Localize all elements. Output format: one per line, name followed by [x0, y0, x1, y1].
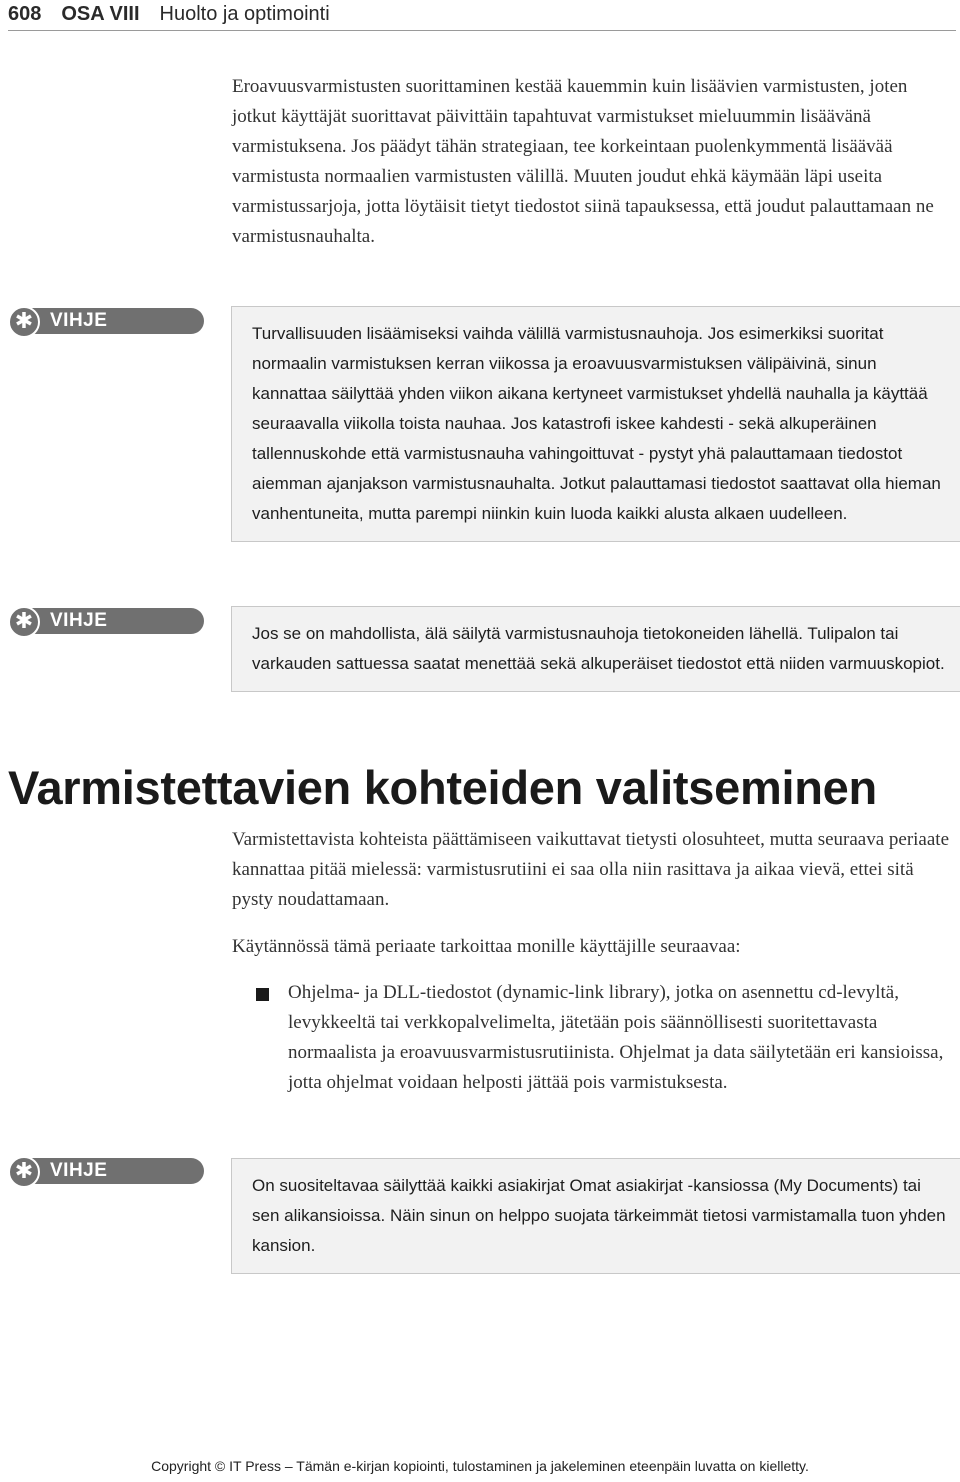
list-item [256, 978, 956, 1098]
asterisk-icon: ✱ [8, 1156, 40, 1188]
tip-box: On suositeltavaa säilyttää kaikki asiakirjat Omat asiakirjat -kansiossa (My Documents) tai sen alikansioissa. Näin sinun on helppo suojata tärkeimmät tietosi varmistamalla tuon yhden kansion. [231, 1158, 960, 1274]
tip-label: VIHJE [50, 610, 108, 631]
bullet-square-icon [256, 988, 269, 1001]
paragraph: Käytännössä tämä periaate tarkoittaa monille käyttäjille seuraavaa: [232, 936, 741, 957]
tip-badge [8, 308, 204, 334]
tip-badge [8, 1158, 204, 1184]
asterisk-icon: ✱ [8, 306, 40, 338]
part-label: OSA VIII [61, 3, 140, 25]
page-number: 608 [8, 3, 42, 25]
asterisk-icon: ✱ [8, 606, 40, 638]
section-title: Huolto ja optimointi [159, 3, 330, 25]
tip-label: VIHJE [50, 310, 108, 331]
intro-paragraph: Eroavuusvarmistusten suorittaminen kestää kauemmin kuin lisäävien varmistusten, joten jotkut käyttäjät suorittavat päivittäin tapahtuvat varmistukset mieluummin lisäävänä varmistuksena. Jos päädyt tähän strategiaan, tee korkeintaan puolenkymmentä lisäävää varmistusta normaalien varmistusten välillä. Muuten joudut ehkä käymään läpi useita varmistussarjoja, jotta löytäisit tietyt tiedostot siinä tapauksessa, että joudut palauttamaan ne varmistusnauhalta. [232, 76, 934, 247]
paragraph: Varmistettavista kohteista päättämiseen vaikuttavat tietysti olosuhteet, mutta seuraava periaate kannattaa pitää mielessä: varmistusrutiini ei saa olla niin rasittava ja aikaa vievä, ettei sitä pysty noudattamaan. [232, 829, 950, 910]
list-item-text: Ohjelma- ja DLL-tiedostot (dynamic-link library), jotka on asennettu cd-levyltä, levykkeeltä tai verkkopalvelimelta, jätetään pois säännöllisesti suoritettavasta normaalista ja eroavuusvarmistusrutiinista. Ohjelmat ja data säilytetään eri kansioissa, jotta ohjelmat voidaan helposti jättää pois varmistuksesta. [288, 982, 944, 1093]
running-header [8, 0, 956, 31]
tip-box: Jos se on mahdollista, älä säilytä varmistusnauhoja tietokoneiden lähellä. Tulipalon tai varkauden sattuessa saatat menettää sekä alkuperäiset tiedostot että niiden varmuuskopiot. [231, 606, 960, 692]
copyright-footer: Copyright © IT Press – Tämän e-kirjan kopiointi, tulostaminen ja jakeleminen eteenpäin luvatta on kielletty. [151, 1458, 809, 1474]
tip-box: Turvallisuuden lisäämiseksi vaihda välillä varmistusnauhoja. Jos esimerkiksi suoritat normaalin varmistuksen kerran viikossa ja eroavuusvarmistuksen välipäivinä, sinun kannattaa säilyttää yhden viikon aikana kertyneet varmistukset yhdellä nauhalla ja käyttää seuraavalla viikolla toista nauhaa. Jos katastrofi iskee kahdesti - sekä alkuperäinen tallennuskohde että varmistusnauha vahingoittuvat - pystyt yhä palauttamaan tiedostot aiemman ajanjakson varmistusnauhalta. Jotkut palauttamasi tiedostot saattavat olla hieman vanhentuneita, mutta parempi niinkin kuin luoda kaikki alusta alkaen uudelleen. [231, 306, 960, 542]
tip-badge [8, 608, 204, 634]
section-heading: Varmistettavien kohteiden valitseminen [8, 761, 877, 814]
tip-label: VIHJE [50, 1160, 108, 1181]
